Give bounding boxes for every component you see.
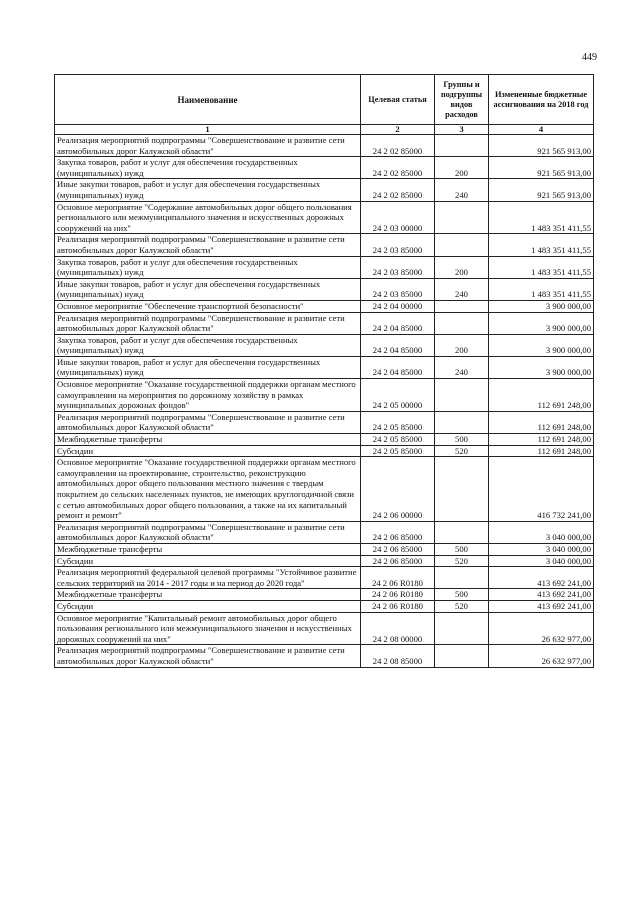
column-number: 3 — [435, 125, 489, 135]
row-amount: 26 632 977,00 — [489, 645, 594, 667]
table-row — [55, 445, 594, 457]
row-name: Реализация мероприятий подпрограммы "Совершенствование и развитие сети автомобильных дорог Калужской области" — [55, 411, 361, 433]
header-row — [55, 75, 594, 125]
row-target-code: 24 2 02 85000 — [361, 135, 435, 157]
row-amount: 112 691 248,00 — [489, 434, 594, 446]
row-amount: 413 692 241,00 — [489, 589, 594, 601]
table-row — [55, 645, 594, 667]
table-row — [55, 312, 594, 334]
row-target-code: 24 2 08 00000 — [361, 612, 435, 645]
row-target-code: 24 2 08 85000 — [361, 645, 435, 667]
row-target-code: 24 2 05 85000 — [361, 445, 435, 457]
row-amount: 3 900 000,00 — [489, 312, 594, 334]
row-amount: 112 691 248,00 — [489, 445, 594, 457]
row-target-code: 24 2 06 85000 — [361, 543, 435, 555]
row-expense-group: 200 — [435, 157, 489, 179]
row-name: Реализация мероприятий подпрограммы "Совершенствование и развитие сети автомобильных дорог Калужской области" — [55, 234, 361, 256]
table-row — [55, 157, 594, 179]
table-row — [55, 179, 594, 201]
row-name: Основное мероприятие "Оказание государственной поддержки органам местного самоуправления на проектирование, строительство, реконструкцию автомобильных дорог общего пользования местного значения с твердым покрытием до сельских населенных пунктов, не имеющих круглогодичной связи с сетью автомобильных дорог общего пользования, а также на их капитальный ремонт и ремонт" — [55, 457, 361, 522]
row-name: Межбюджетные трансферты — [55, 543, 361, 555]
row-amount: 3 040 000,00 — [489, 543, 594, 555]
row-amount: 416 732 241,00 — [489, 457, 594, 522]
row-amount: 1 483 351 411,55 — [489, 201, 594, 234]
row-expense-group: 520 — [435, 600, 489, 612]
row-target-code: 24 2 06 R0180 — [361, 567, 435, 589]
row-target-code: 24 2 05 85000 — [361, 411, 435, 433]
row-name: Основное мероприятие "Содержание автомобильных дорог общего пользования регионального или межмуниципального значения и искусственных дорожных сооружений на них" — [55, 201, 361, 234]
header-amount-2018: Измененные бюджетные ассигнования на 2018 год — [489, 75, 594, 125]
table-row — [55, 543, 594, 555]
table-row — [55, 600, 594, 612]
row-expense-group — [435, 411, 489, 433]
row-name: Основное мероприятие "Обеспечение транспортной безопасности" — [55, 300, 361, 312]
table-row — [55, 201, 594, 234]
row-name: Реализация мероприятий подпрограммы "Совершенствование и развитие сети автомобильных дорог Калужской области" — [55, 645, 361, 667]
row-amount: 3 040 000,00 — [489, 555, 594, 567]
row-expense-group — [435, 645, 489, 667]
row-name: Иные закупки товаров, работ и услуг для обеспечения государственных (муниципальных) нужд — [55, 356, 361, 378]
row-expense-group — [435, 379, 489, 412]
row-expense-group: 520 — [435, 445, 489, 457]
row-target-code: 24 2 04 85000 — [361, 312, 435, 334]
row-amount: 3 900 000,00 — [489, 300, 594, 312]
row-amount: 921 565 913,00 — [489, 157, 594, 179]
row-amount: 112 691 248,00 — [489, 379, 594, 412]
row-target-code: 24 2 06 85000 — [361, 555, 435, 567]
row-expense-group — [435, 135, 489, 157]
column-number: 4 — [489, 125, 594, 135]
row-name: Закупка товаров, работ и услуг для обеспечения государственных (муниципальных) нужд — [55, 334, 361, 356]
row-amount: 3 040 000,00 — [489, 521, 594, 543]
row-target-code: 24 2 04 00000 — [361, 300, 435, 312]
row-expense-group — [435, 521, 489, 543]
row-target-code: 24 2 05 85000 — [361, 434, 435, 446]
row-expense-group: 500 — [435, 543, 489, 555]
row-amount: 3 900 000,00 — [489, 356, 594, 378]
row-expense-group: 200 — [435, 334, 489, 356]
table-row — [55, 278, 594, 300]
row-amount: 1 483 351 411,55 — [489, 234, 594, 256]
table-row — [55, 567, 594, 589]
table-row — [55, 521, 594, 543]
row-expense-group: 500 — [435, 434, 489, 446]
table-body — [55, 135, 594, 668]
row-target-code: 24 2 03 85000 — [361, 256, 435, 278]
row-target-code: 24 2 06 00000 — [361, 457, 435, 522]
row-expense-group — [435, 201, 489, 234]
row-expense-group — [435, 567, 489, 589]
row-name: Субсидии — [55, 555, 361, 567]
row-name: Межбюджетные трансферты — [55, 589, 361, 601]
row-expense-group: 520 — [435, 555, 489, 567]
row-name: Основное мероприятие "Капитальный ремонт автомобильных дорог общего пользования регионального или межмуниципального значения и искусственных дорожных сооружений на них" — [55, 612, 361, 645]
row-target-code: 24 2 03 85000 — [361, 278, 435, 300]
row-expense-group: 500 — [435, 589, 489, 601]
row-target-code: 24 2 06 R0180 — [361, 600, 435, 612]
row-expense-group: 240 — [435, 356, 489, 378]
row-expense-group — [435, 312, 489, 334]
table-row — [55, 356, 594, 378]
row-target-code: 24 2 02 85000 — [361, 179, 435, 201]
row-expense-group: 240 — [435, 179, 489, 201]
row-target-code: 24 2 02 85000 — [361, 157, 435, 179]
table-row — [55, 334, 594, 356]
row-name: Закупка товаров, работ и услуг для обеспечения государственных (муниципальных) нужд — [55, 256, 361, 278]
table-row — [55, 411, 594, 433]
row-target-code: 24 2 04 85000 — [361, 334, 435, 356]
row-name: Реализация мероприятий подпрограммы "Совершенствование и развитие сети автомобильных дорог Калужской области" — [55, 312, 361, 334]
row-name: Иные закупки товаров, работ и услуг для обеспечения государственных (муниципальных) нужд — [55, 179, 361, 201]
row-amount: 1 483 351 411,55 — [489, 256, 594, 278]
table-row — [55, 135, 594, 157]
table-row — [55, 555, 594, 567]
row-target-code: 24 2 06 85000 — [361, 521, 435, 543]
row-expense-group: 200 — [435, 256, 489, 278]
row-target-code: 24 2 03 00000 — [361, 201, 435, 234]
row-amount: 1 483 351 411,55 — [489, 278, 594, 300]
table-row — [55, 589, 594, 601]
table-row — [55, 457, 594, 522]
row-expense-group — [435, 300, 489, 312]
table-row — [55, 612, 594, 645]
row-target-code: 24 2 05 00000 — [361, 379, 435, 412]
row-target-code: 24 2 04 85000 — [361, 356, 435, 378]
row-amount: 921 565 913,00 — [489, 135, 594, 157]
table-row — [55, 256, 594, 278]
page-number: 449 — [582, 52, 597, 63]
row-expense-group: 240 — [435, 278, 489, 300]
table-row — [55, 234, 594, 256]
header-expense-groups: Группы и подгруппы видов расходов — [435, 75, 489, 125]
header-target-article: Целевая статья — [361, 75, 435, 125]
table-row — [55, 300, 594, 312]
row-name: Реализация мероприятий подпрограммы "Совершенствование и развитие сети автомобильных дорог Калужской области" — [55, 135, 361, 157]
row-name: Реализация мероприятий подпрограммы "Совершенствование и развитие сети автомобильных дорог Калужской области" — [55, 521, 361, 543]
row-expense-group — [435, 612, 489, 645]
row-amount: 413 692 241,00 — [489, 600, 594, 612]
row-amount: 921 565 913,00 — [489, 179, 594, 201]
budget-table — [54, 74, 594, 668]
table-row — [55, 434, 594, 446]
row-name: Реализация мероприятий федеральной целевой программы "Устойчивое развитие сельских территорий на 2014 - 2017 годы и на период до 2020 года" — [55, 567, 361, 589]
row-expense-group — [435, 457, 489, 522]
row-target-code: 24 2 06 R0180 — [361, 589, 435, 601]
row-name: Субсидии — [55, 600, 361, 612]
row-amount: 26 632 977,00 — [489, 612, 594, 645]
column-number: 1 — [55, 125, 361, 135]
table-row — [55, 379, 594, 412]
row-target-code: 24 2 03 85000 — [361, 234, 435, 256]
header-name: Наименование — [55, 75, 361, 125]
row-expense-group — [435, 234, 489, 256]
row-amount: 3 900 000,00 — [489, 334, 594, 356]
row-name: Межбюджетные трансферты — [55, 434, 361, 446]
row-name: Субсидии — [55, 445, 361, 457]
row-name: Иные закупки товаров, работ и услуг для обеспечения государственных (муниципальных) нужд — [55, 278, 361, 300]
column-number: 2 — [361, 125, 435, 135]
row-amount: 112 691 248,00 — [489, 411, 594, 433]
row-name: Основное мероприятие "Оказание государственной поддержки органам местного самоуправления на мероприятия по дорожному хозяйству в рамках муниципальных дорожных фондов" — [55, 379, 361, 412]
column-number-row — [55, 125, 594, 135]
row-amount: 413 692 241,00 — [489, 567, 594, 589]
row-name: Закупка товаров, работ и услуг для обеспечения государственных (муниципальных) нужд — [55, 157, 361, 179]
